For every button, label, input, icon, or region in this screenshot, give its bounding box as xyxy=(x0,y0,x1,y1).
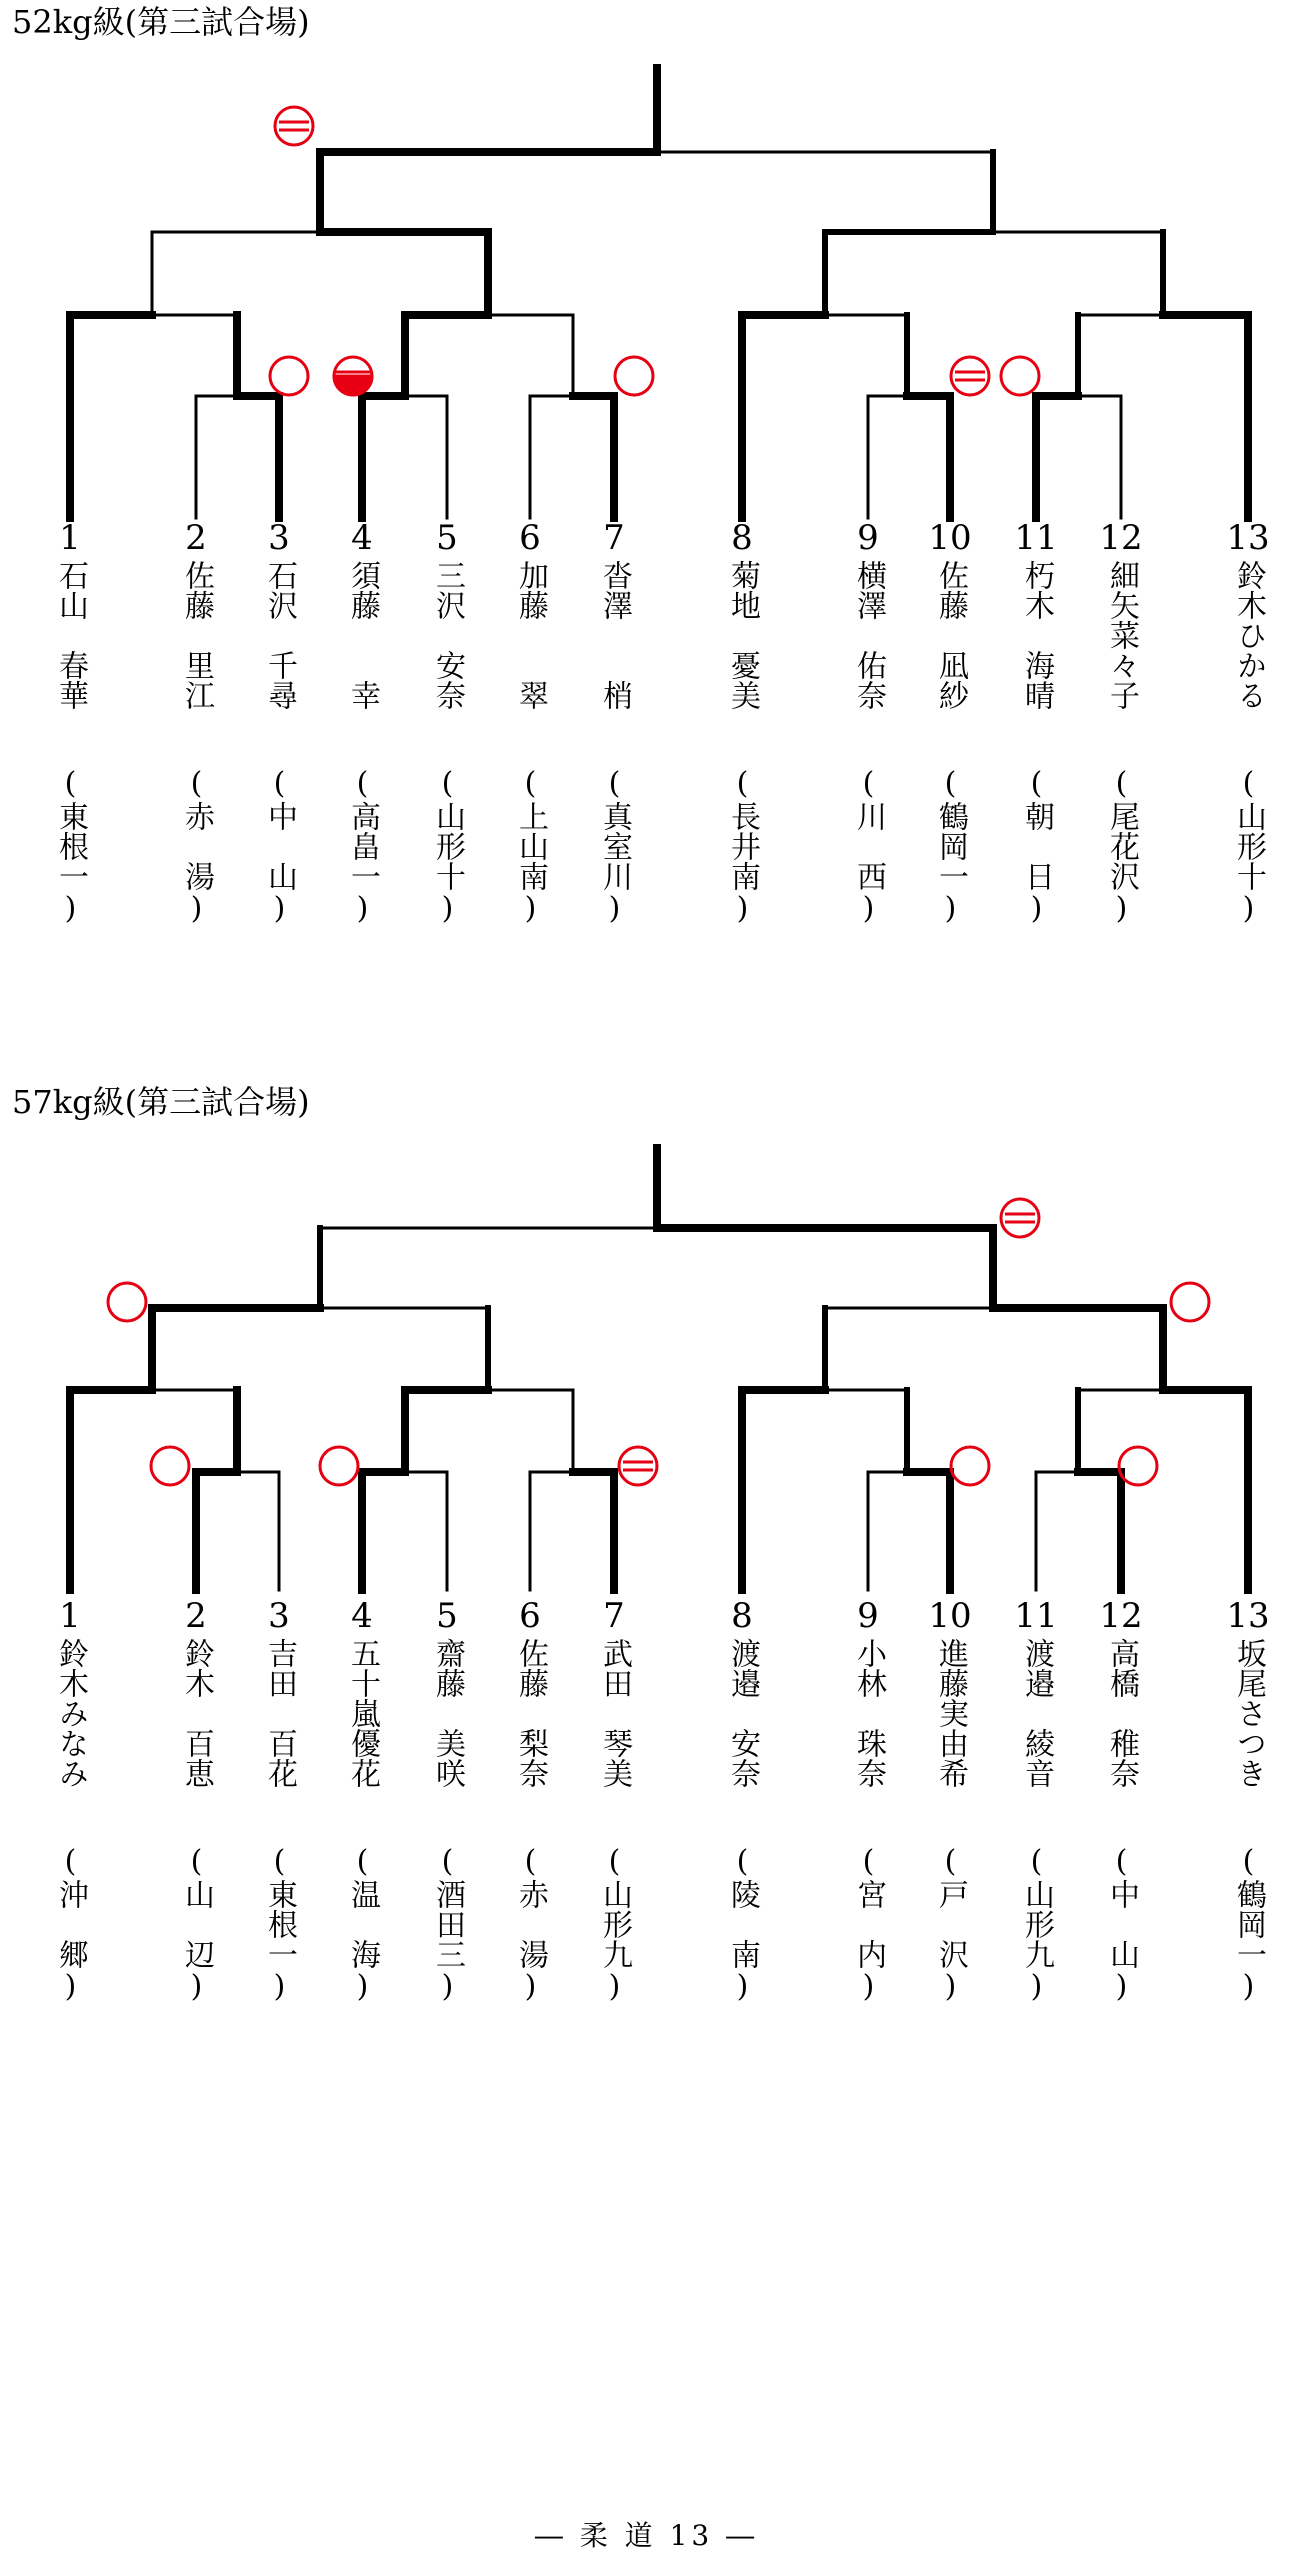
entrant-name: 三沢 安奈 xyxy=(430,560,465,710)
ippon-mark xyxy=(151,1447,189,1485)
bracket-title-52kg: 52kg級(第三試合場) xyxy=(12,3,310,41)
entrant-name: 小林 珠奈 xyxy=(851,1638,886,1788)
entrant-number: 10 xyxy=(928,1596,972,1636)
entrant-number: 1 xyxy=(59,1596,81,1636)
entrant-name: 須藤 幸 xyxy=(345,560,380,710)
bracket-tree-52kg xyxy=(0,60,1293,550)
entrant-number: 12 xyxy=(1099,518,1143,558)
entrant-school: (陵 南) xyxy=(725,1844,760,2004)
entrant-name: 加藤 翠 xyxy=(513,560,548,710)
ippon-mark xyxy=(951,1447,989,1485)
minus-mark xyxy=(1001,1199,1039,1237)
entrant-school: (上山南) xyxy=(513,766,548,926)
bracket-tree-57kg xyxy=(0,1140,1293,1630)
entrant-school: (山形十) xyxy=(430,766,465,926)
ippon-mark xyxy=(1119,1447,1157,1485)
entrant-name: 菊地 憂美 xyxy=(725,560,760,710)
entrant-school: (真室川) xyxy=(597,766,632,926)
entrant-name: 佐藤 梨奈 xyxy=(513,1638,548,1788)
entrant-number: 8 xyxy=(731,518,753,558)
entrant-school: (鶴岡一) xyxy=(1231,1844,1266,2004)
entrant-number: 10 xyxy=(928,518,972,558)
entrant-name: 渡邉 安奈 xyxy=(725,1638,760,1788)
entrant-name: 五十嵐優花 xyxy=(345,1638,380,1788)
ippon-mark xyxy=(615,357,653,395)
entrant-number: 1 xyxy=(59,518,81,558)
entrant-name: 佐藤 凪紗 xyxy=(933,560,968,710)
entrant-name: 高橋 稚奈 xyxy=(1104,1638,1139,1788)
entrant-school: (山形九) xyxy=(1019,1844,1054,2004)
entrant-name: 石沢 千尋 xyxy=(262,560,297,710)
entrant-name: 佐藤 里江 xyxy=(179,560,214,710)
entrant-number: 9 xyxy=(857,1596,879,1636)
entrant-school: (長井南) xyxy=(725,766,760,926)
entrant-school: (赤 湯) xyxy=(179,766,214,926)
entrant-name: 齋藤 美咲 xyxy=(430,1638,465,1788)
entrant-name: 鈴木 百恵 xyxy=(179,1638,214,1788)
entrant-number: 7 xyxy=(603,1596,625,1636)
entrant-school: (山形九) xyxy=(597,1844,632,2004)
entrant-name: 渡邉 綾音 xyxy=(1019,1638,1054,1788)
entrant-number: 6 xyxy=(519,1596,541,1636)
entrant-name: 鈴木みなみ xyxy=(53,1638,88,1788)
entrant-name: 鈴木ひかる xyxy=(1231,560,1266,710)
entrant-number: 5 xyxy=(436,1596,458,1636)
ippon-mark xyxy=(1171,1283,1209,1321)
page-footer: ― 柔 道 13 ― xyxy=(534,2519,759,2552)
entrant-number: 13 xyxy=(1226,1596,1270,1636)
entrant-name: 細矢菜々子 xyxy=(1104,560,1139,710)
entrant-number: 3 xyxy=(268,1596,290,1636)
entrant-name: 武田 琴美 xyxy=(597,1638,632,1788)
entrant-number: 11 xyxy=(1014,518,1058,558)
ippon-mark xyxy=(108,1283,146,1321)
entrant-school: (高畠一) xyxy=(345,766,380,926)
entrant-school: (沖 郷) xyxy=(53,1844,88,2004)
ippon-mark xyxy=(1001,357,1039,395)
entrant-school: (赤 湯) xyxy=(513,1844,548,2004)
entrant-number: 4 xyxy=(351,518,373,558)
entrant-number: 7 xyxy=(603,518,625,558)
entrant-number: 11 xyxy=(1014,1596,1058,1636)
entrant-school: (尾花沢) xyxy=(1104,766,1139,926)
entrant-number: 6 xyxy=(519,518,541,558)
entrant-number: 5 xyxy=(436,518,458,558)
entrant-school: (山 辺) xyxy=(179,1844,214,2004)
entrant-school: (中 山) xyxy=(1104,1844,1139,2004)
entrant-school: (温 海) xyxy=(345,1844,380,2004)
entrant-school: (東根一) xyxy=(53,766,88,926)
entrant-school: (戸 沢) xyxy=(933,1844,968,2004)
entrant-name: 石山 春華 xyxy=(53,560,88,710)
entrant-school: (朝 日) xyxy=(1019,766,1054,926)
entrant-school: (鶴岡一) xyxy=(933,766,968,926)
entrant-name: 進藤実由希 xyxy=(933,1638,968,1788)
entrant-number: 8 xyxy=(731,1596,753,1636)
minus-mark xyxy=(619,1447,657,1485)
entrant-number: 13 xyxy=(1226,518,1270,558)
entrant-school: (東根一) xyxy=(262,1844,297,2004)
entrant-name: 沓澤 梢 xyxy=(597,560,632,710)
entrant-number: 4 xyxy=(351,1596,373,1636)
ippon-mark xyxy=(320,1447,358,1485)
entrant-school: (川 西) xyxy=(851,766,886,926)
minus-mark xyxy=(951,357,989,395)
entrant-name: 横澤 佑奈 xyxy=(851,560,886,710)
entrant-number: 9 xyxy=(857,518,879,558)
entrant-name: 坂尾さつき xyxy=(1231,1638,1266,1788)
entrant-school: (宮 内) xyxy=(851,1844,886,2004)
entrant-school: (山形十) xyxy=(1231,766,1266,926)
entrant-school: (酒田三) xyxy=(430,1844,465,2004)
bracket-title-57kg: 57kg級(第三試合場) xyxy=(12,1083,310,1121)
entrant-name: 朽木 海晴 xyxy=(1019,560,1054,710)
entrant-number: 2 xyxy=(185,1596,207,1636)
entrant-number: 12 xyxy=(1099,1596,1143,1636)
ippon-minus-mark xyxy=(275,107,313,145)
entrant-number: 2 xyxy=(185,518,207,558)
ippon-mark xyxy=(270,357,308,395)
entrant-school: (中 山) xyxy=(262,766,297,926)
half-filled-mark xyxy=(334,357,372,395)
entrant-number: 3 xyxy=(268,518,290,558)
entrant-name: 吉田 百花 xyxy=(262,1638,297,1788)
